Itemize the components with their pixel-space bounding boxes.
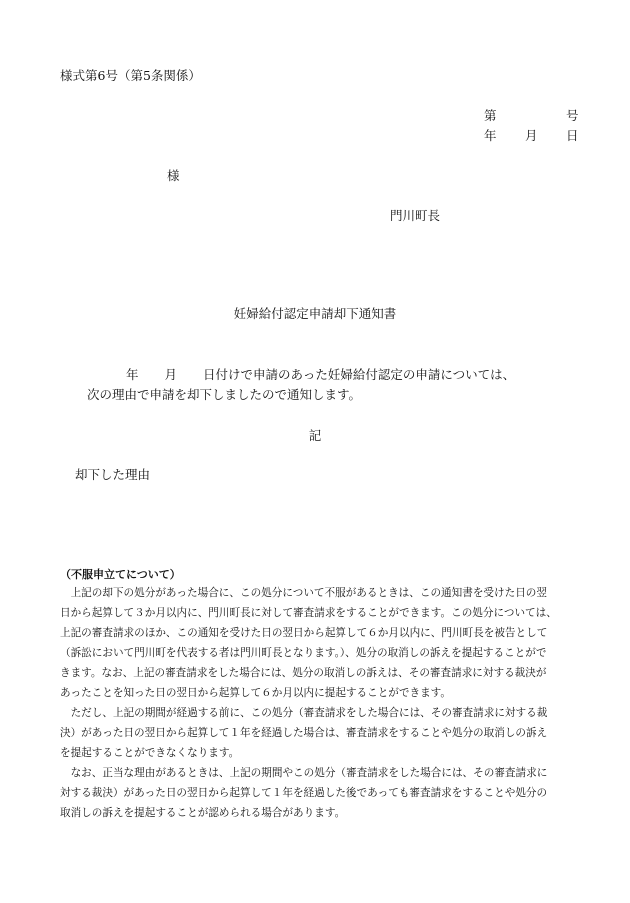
appeal-line: 対する裁決）があった日の翌日から起算して１年を経過した後であっても審査請求をすることや処分の [60, 787, 548, 799]
appeal-line: 上記の審査請求のほか、この通知を受けた日の翌日から起算して６か月以内に、門川町長を被告として [60, 627, 548, 639]
body-line-1 [126, 365, 515, 383]
ki-heading: 記 [308, 428, 322, 443]
appeal-line: ただし、上記の期間が経過する前に、この処分（審査請求をした場合には、その審査請求に対する裁 [60, 707, 548, 719]
body-month-label: 月 [164, 367, 178, 382]
appeal-line: 取消しの訴えを提起することが認められる場合があります。 [60, 807, 346, 819]
document-number-suffix: 号 [566, 108, 579, 123]
document-title: 妊婦給付認定申請却下通知書 [233, 306, 397, 321]
appeal-line: きます。なお、上記の審査請求をした場合には、処分の取消しの訴えは、その審査請求に対する裁決が [60, 667, 547, 679]
issuer-name: 門川町長 [390, 208, 441, 223]
appeal-heading: （不服申立てについて） [60, 568, 181, 581]
document-number-label: 第 [484, 108, 497, 123]
body-year-label: 年 [126, 367, 139, 382]
body-line-2: 次の理由で申請を却下しましたので通知します。 [87, 387, 362, 402]
appeal-line: 上記の却下の処分があった場合に、この処分について不服があるときは、この通知書を受けた日の翌 [60, 587, 547, 599]
date-day-label: 日 [566, 128, 579, 143]
rejection-reason-label: 却下した理由 [75, 467, 151, 482]
appeal-line: なお、正当な理由があるときは、上記の期間やこの処分（審査請求をした場合には、その審査請求に [60, 767, 548, 779]
appeal-line: 決）があった日の翌日から起算して１年を経過した場合は、審査請求をすることや処分の取消しの訴え [60, 727, 548, 739]
appeal-line: を提起することができなくなります。 [60, 747, 240, 759]
form-number: 様式第6号（第5条関係） [60, 68, 201, 83]
date-month-label: 月 [525, 128, 538, 143]
date-year-label: 年 [484, 128, 497, 143]
appeal-line: （訴訟において門川町を代表する者は門川町長となります。）、処分の取消しの訴えを提起することがで [60, 647, 547, 659]
recipient-honorific: 様 [167, 168, 180, 183]
body-line-1-text: 日付けで申請のあった妊婦給付認定の申請については、 [203, 367, 516, 382]
appeal-line: あったことを知った日の翌日から起算して６か月以内に提起することができます。 [60, 687, 452, 699]
appeal-line: 日から起算して３か月以内に、門川町長に対して審査請求をすることができます。この処分については、 [60, 607, 557, 619]
